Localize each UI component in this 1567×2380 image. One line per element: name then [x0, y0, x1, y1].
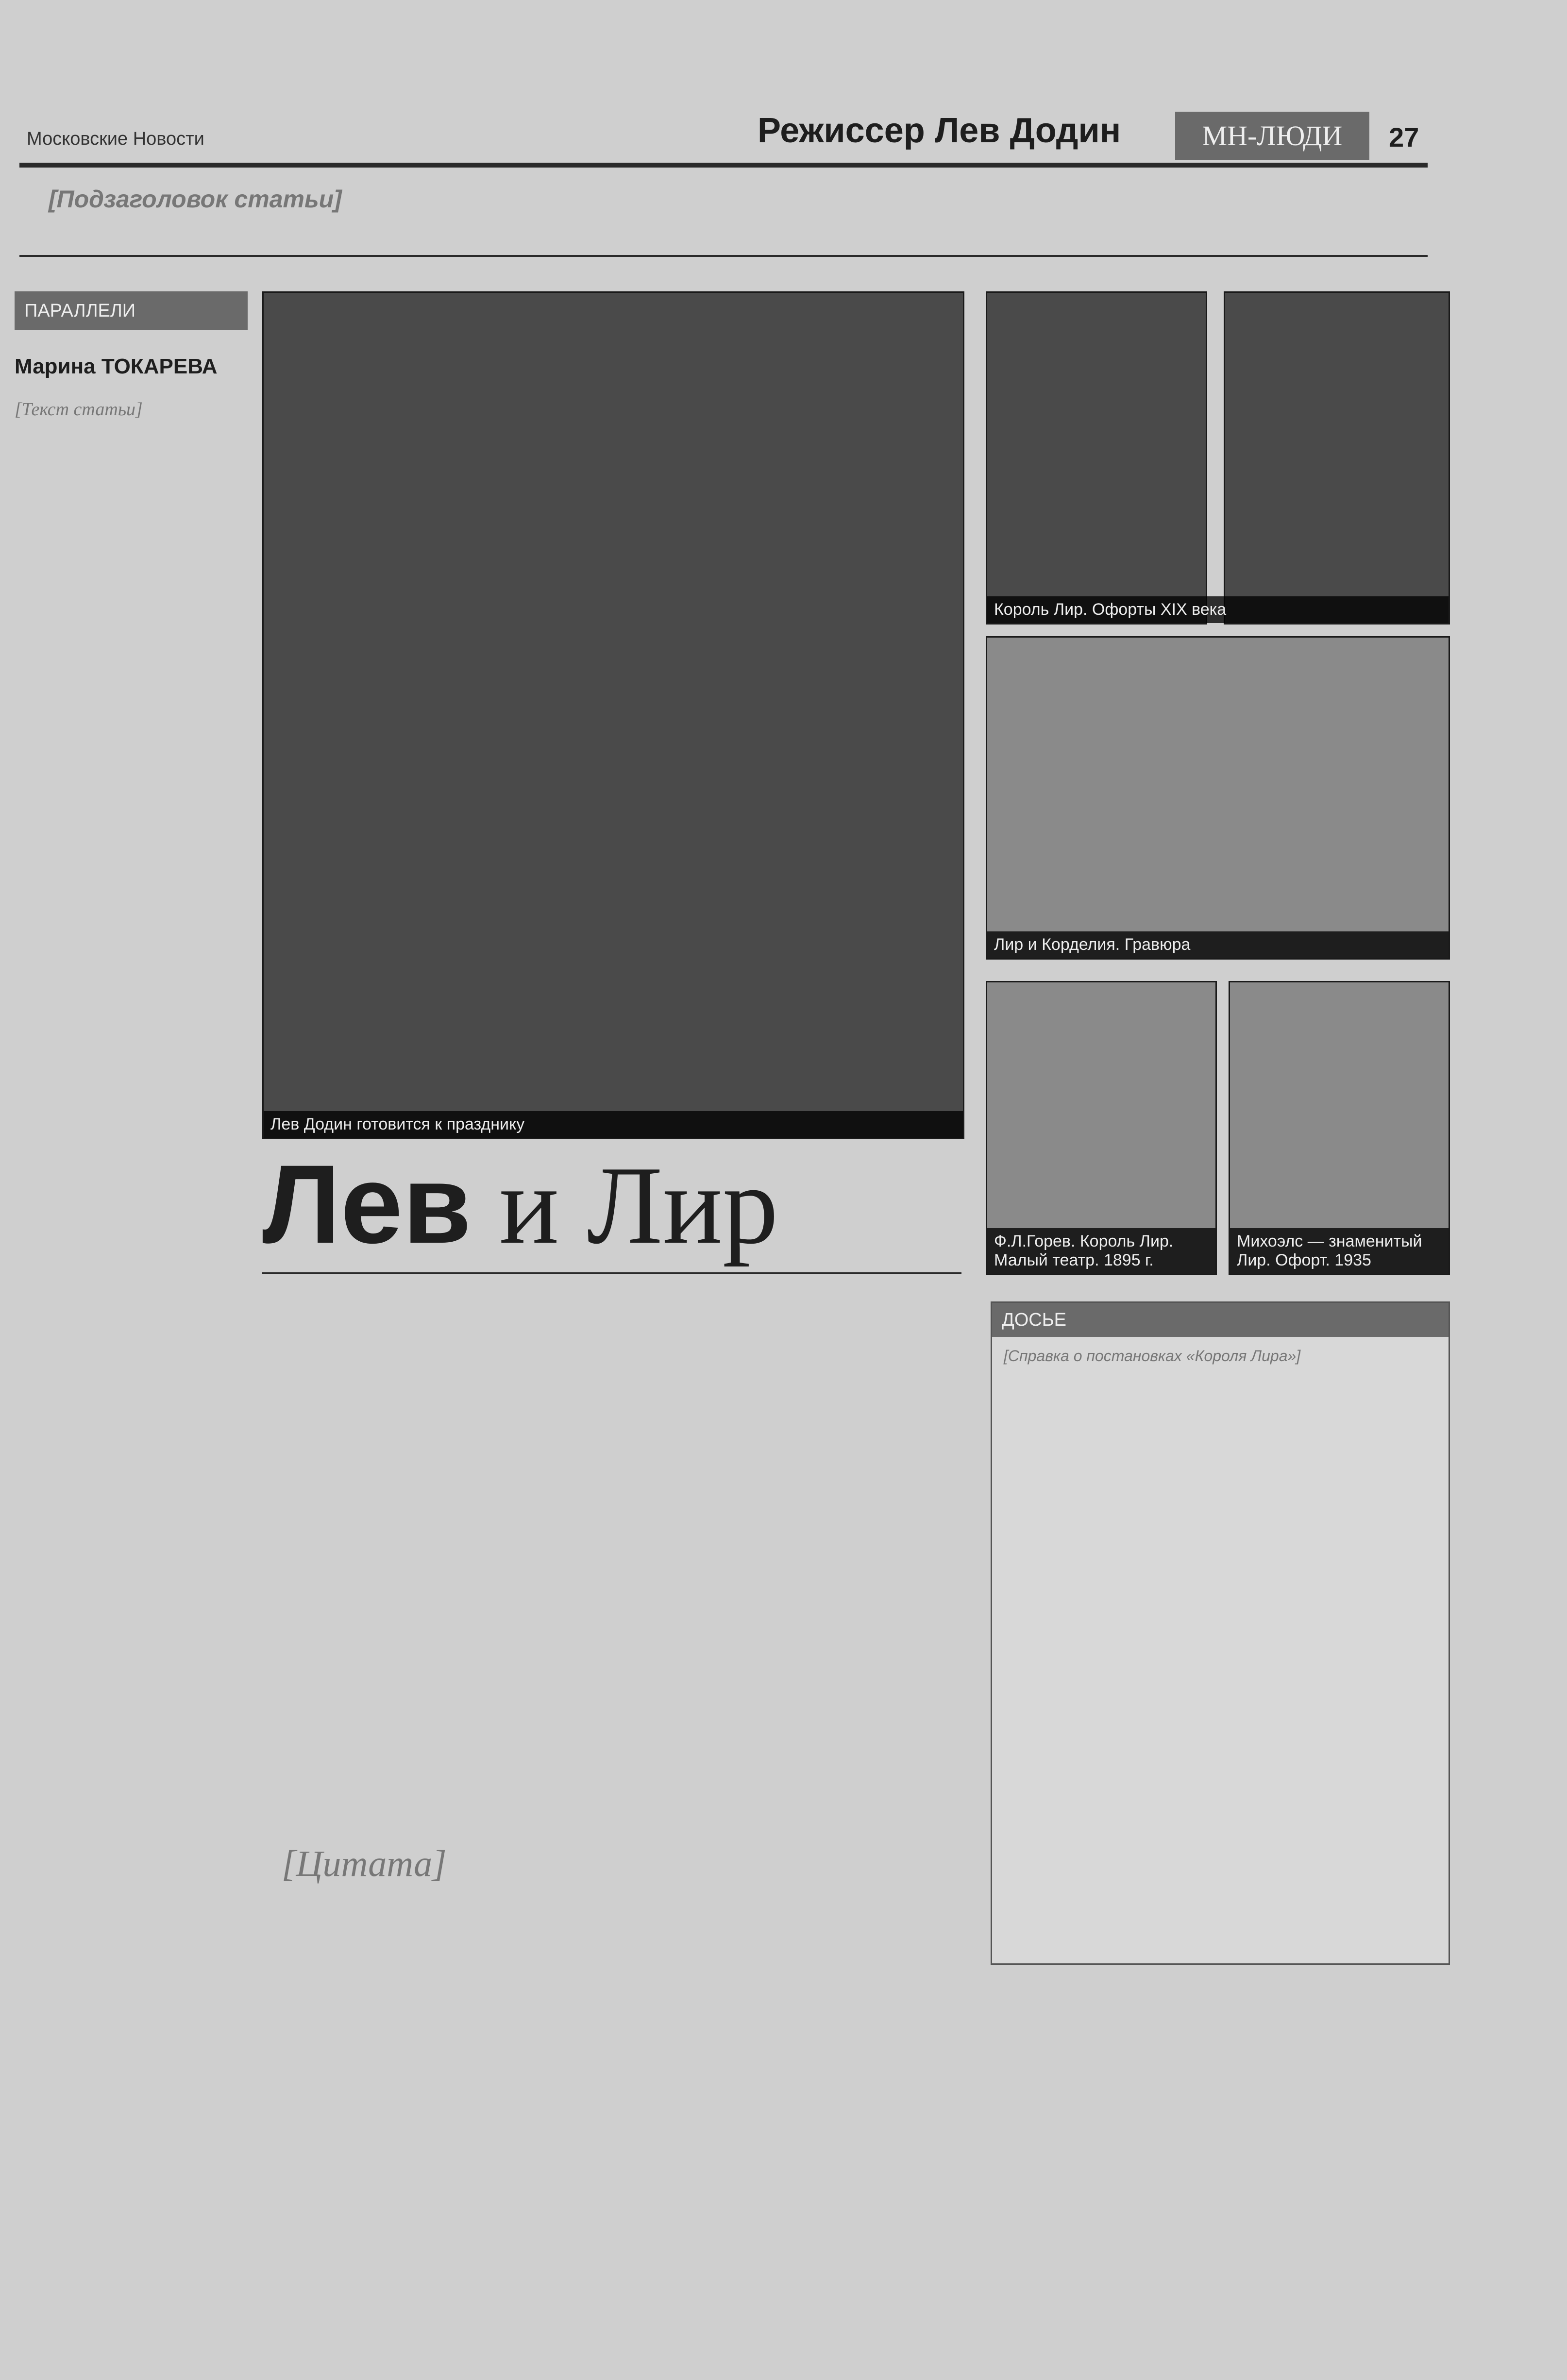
article-column-6	[505, 2030, 719, 2282]
pullquote	[282, 1840, 971, 1887]
article-column-3	[505, 1292, 719, 1806]
photo-mikhoels-caption: Михоэлс — знаменитый Лир. Офорт. 1935	[1230, 1228, 1449, 1274]
photo-mikhoels	[1229, 981, 1450, 1275]
parallels-label: ПАРАЛЛЕЛИ	[15, 291, 248, 330]
article-column-4	[748, 1292, 961, 1806]
pullquote-placeholder: [Цитата]	[282, 1843, 447, 1884]
dossier-box	[991, 1301, 1450, 1965]
article-column-8	[991, 1972, 1204, 2282]
photo-etchings-caption: Король Лир. Офорты XIX века	[987, 596, 1449, 623]
photo-engraving-caption: Лир и Корделия. Гравюра	[987, 931, 1449, 958]
article-column-1	[15, 398, 238, 2302]
deck-rule	[19, 255, 1428, 257]
dossier-label: ДОСЬЕ	[992, 1303, 1449, 1337]
photo-etching-2	[994, 291, 1450, 625]
photo-gorev	[986, 981, 1217, 1275]
section-badge: МН-ЛЮДИ	[1175, 112, 1369, 160]
article-column-7	[748, 2030, 961, 2282]
article-title: Лев и Лир	[262, 1142, 778, 1267]
byline: Марина ТОКАРЕВА	[15, 354, 218, 378]
page-headline: Режиссер Лев Додин	[758, 111, 1121, 150]
dossier-placeholder: [Справка о постановках «Короля Лира»]	[1004, 1347, 1301, 1365]
page-number: 27	[1389, 122, 1419, 152]
deck: [Подзаголовок статьи]	[49, 186, 342, 213]
photo-dodin	[262, 291, 964, 1139]
article-column-9	[1233, 1972, 1447, 2282]
masthead-paper-name: Московские Новости	[27, 129, 204, 149]
masthead-rule	[19, 163, 1428, 168]
photo-dodin-caption: Лев Додин готовится к празднику	[264, 1111, 963, 1138]
title-rule	[262, 1272, 961, 1274]
article-column-2	[262, 1292, 476, 1806]
photo-engraving	[986, 636, 1450, 960]
article-column-5	[262, 2030, 476, 2282]
photo-etching-1	[986, 291, 1207, 625]
photo-gorev-caption: Ф.Л.Горев. Король Лир. Малый театр. 1895 г.	[987, 1228, 1215, 1274]
article-placeholder: [Текст статьи]	[15, 399, 143, 420]
